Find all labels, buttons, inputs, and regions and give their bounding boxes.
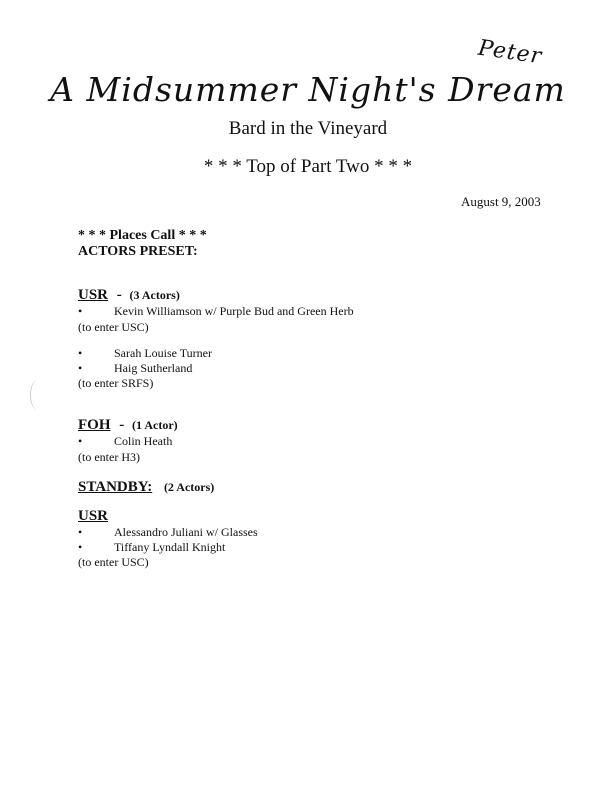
actor-name: Kevin Williamson w/ Purple Bud and Green Herb <box>114 304 354 318</box>
places-call-heading: * * * Places Call * * * <box>78 228 207 243</box>
actor-name: Alessandro Juliani w/ Glasses <box>114 525 258 539</box>
actor-name: Tiffany Lyndall Knight <box>114 540 226 554</box>
list-item <box>78 304 578 320</box>
foh-separator: - <box>119 417 125 433</box>
document-date: August 9, 2003 <box>461 194 541 209</box>
bullet-icon: • <box>78 304 83 318</box>
bullet-icon: • <box>78 525 83 539</box>
actor-name: Sarah Louise Turner <box>114 346 212 360</box>
foh-section-heading <box>78 417 578 433</box>
handwritten-annotation: Peter <box>476 35 544 70</box>
actor-name: Haig Sutherland <box>114 361 193 375</box>
bullet-icon: • <box>78 361 83 375</box>
standby-section-heading <box>78 479 578 495</box>
actor-name: Colin Heath <box>114 434 173 448</box>
entry-note: (to enter USC) <box>78 320 149 334</box>
entry-note: (to enter SRFS) <box>78 376 154 390</box>
usr-count: (3 Actors) <box>129 288 180 302</box>
list-item <box>78 525 578 541</box>
list-item <box>78 434 578 450</box>
usr-standby-label: USR <box>78 508 109 524</box>
bullet-icon: • <box>78 346 83 360</box>
foh-label: FOH <box>78 417 111 433</box>
usr-standby-heading <box>78 508 578 524</box>
standby-label: STANDBY: <box>78 479 153 495</box>
usr-separator: - <box>116 287 122 303</box>
list-item <box>78 540 578 556</box>
bullet-icon: • <box>78 540 83 554</box>
entry-note: (to enter H3) <box>78 450 140 464</box>
part-heading: * * * Top of Part Two * * * <box>203 156 413 177</box>
foh-count: (1 Actor) <box>132 418 178 432</box>
usr-section-heading <box>78 287 578 303</box>
page-subtitle: Bard in the Vineyard <box>228 118 388 139</box>
scan-mark <box>30 380 45 410</box>
page-title: A Midsummer Night's Dream <box>50 70 566 109</box>
entry-note: (to enter USC) <box>78 555 149 569</box>
standby-count: (2 Actors) <box>163 480 215 494</box>
list-item <box>78 346 578 362</box>
list-item <box>78 361 578 377</box>
actors-preset-heading: ACTORS PRESET: <box>78 244 198 259</box>
bullet-icon: • <box>78 434 83 448</box>
usr-label: USR <box>78 287 109 303</box>
